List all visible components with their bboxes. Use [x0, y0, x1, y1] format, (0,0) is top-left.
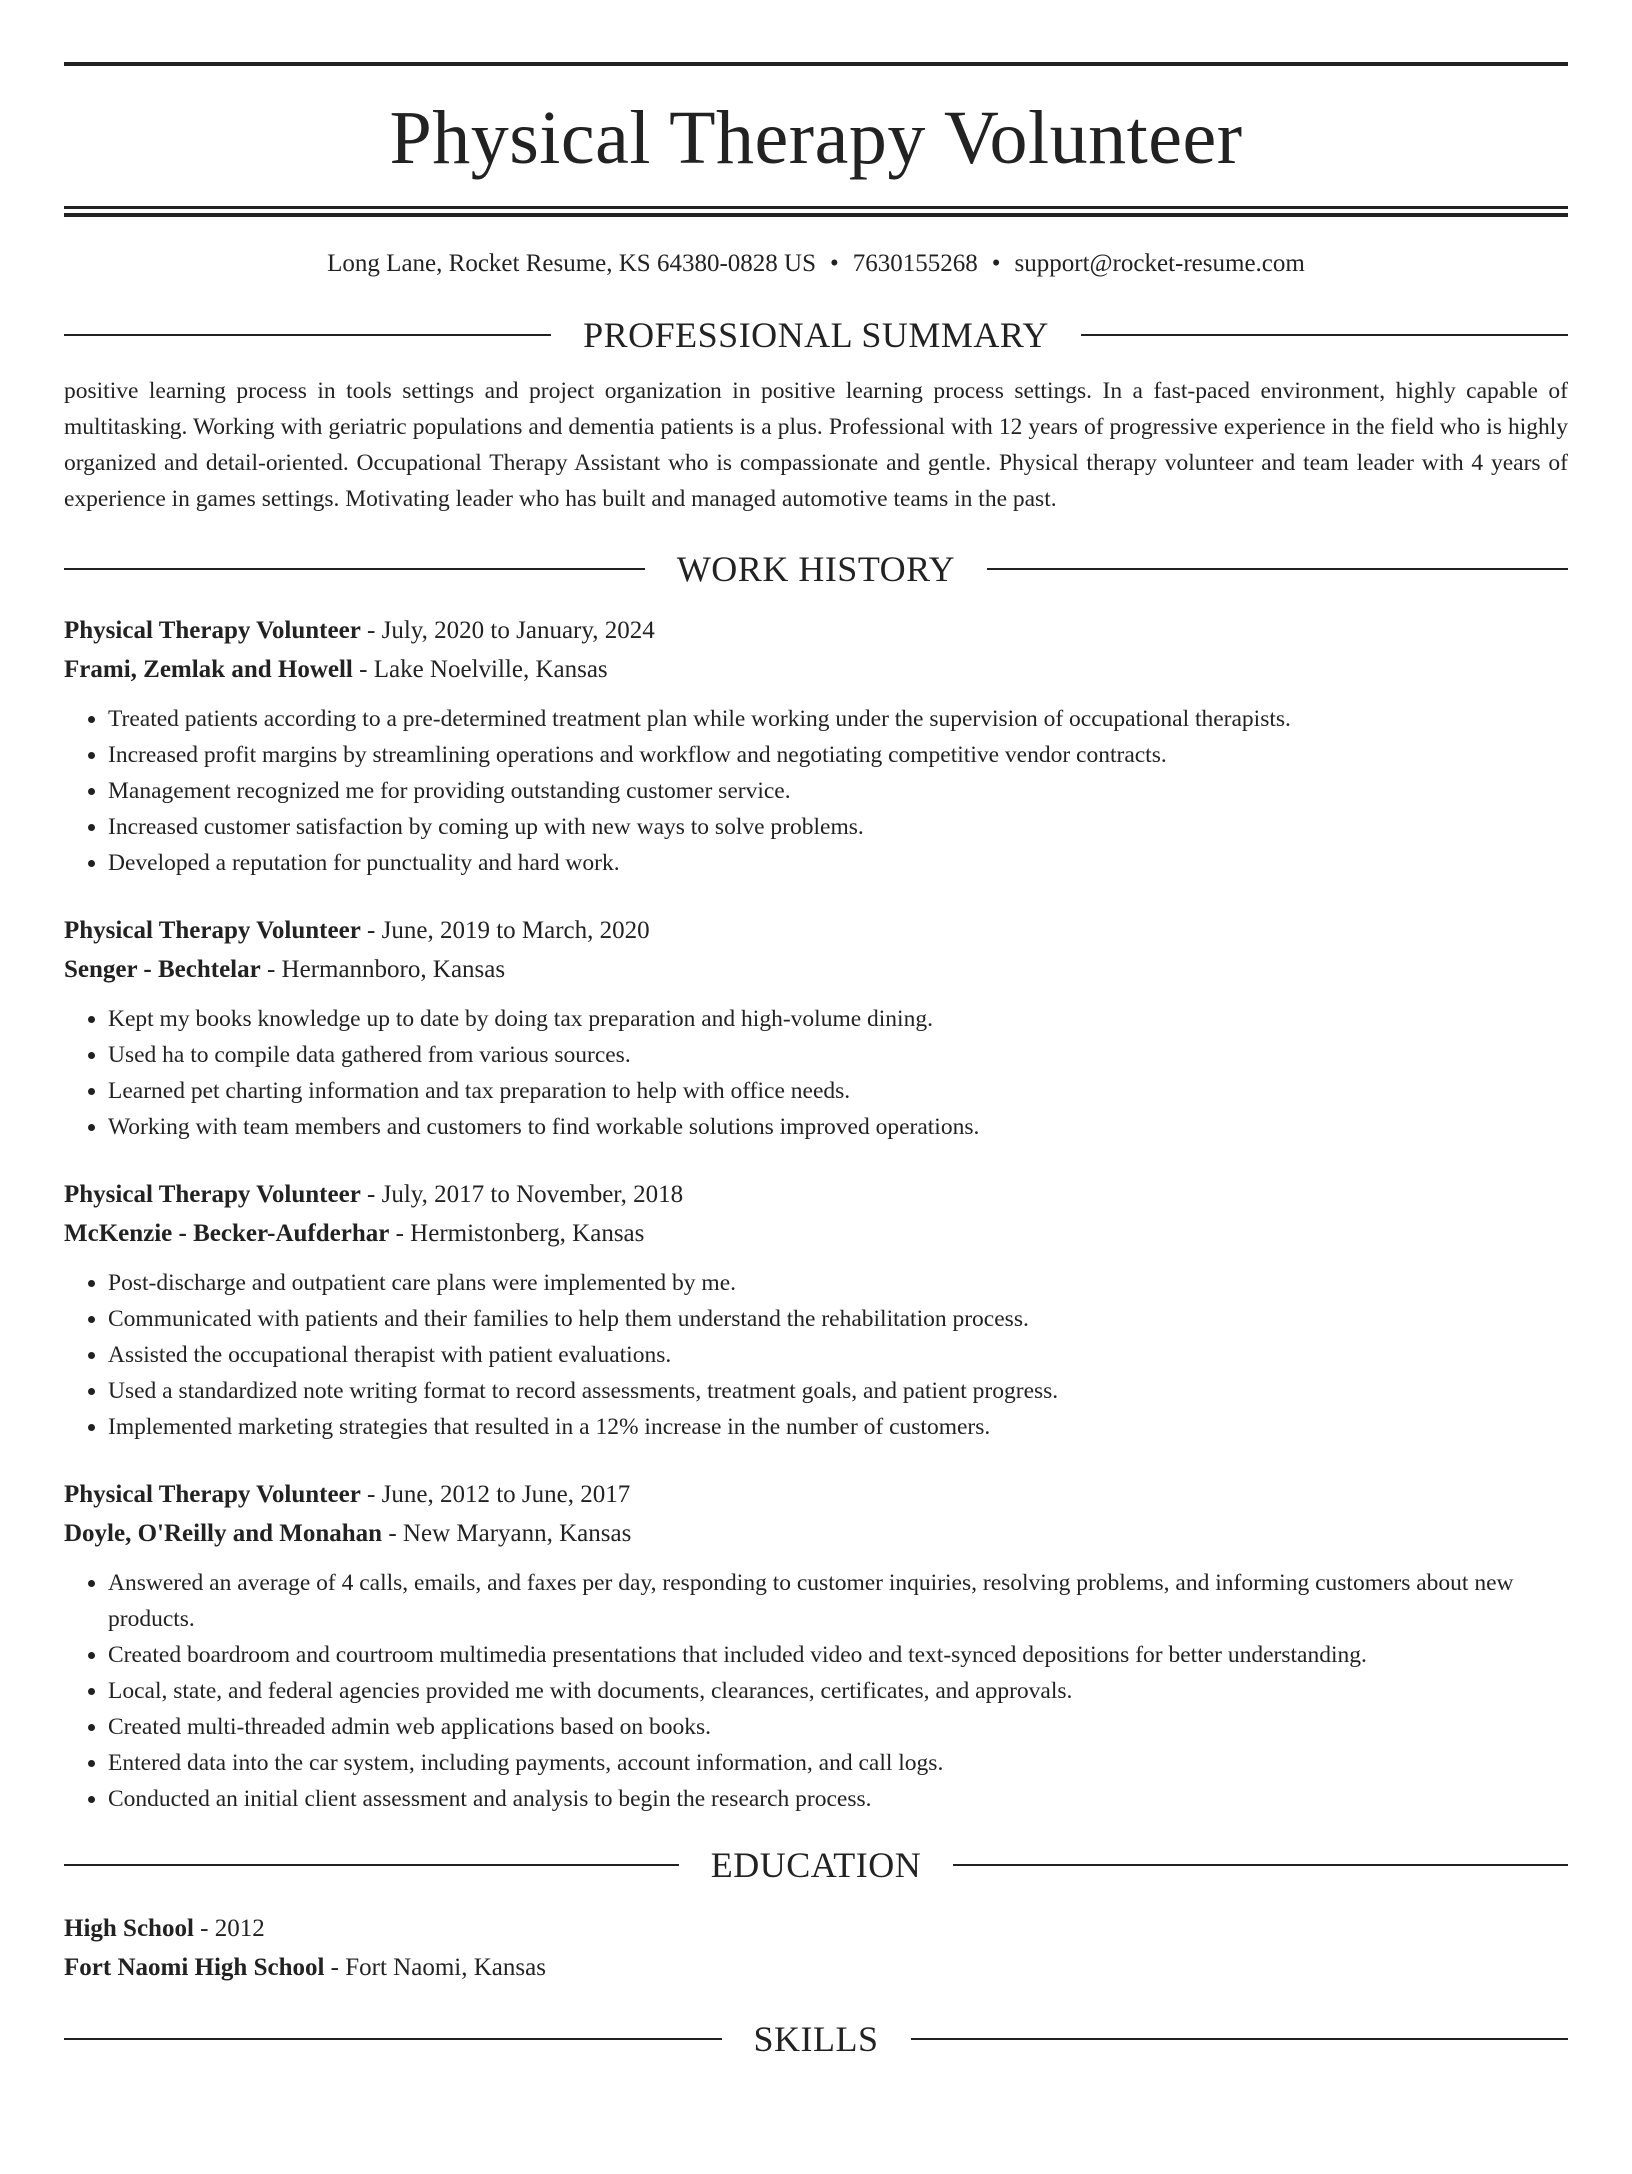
job-bullets — [64, 1001, 1568, 1145]
education-year: - 2012 — [193, 1915, 265, 1942]
job-bullet: • Used ha to compile data gathered from various sources. — [108, 1037, 1568, 1073]
job-bullet: • Entered data into the car system, including payments, account information, and call logs. — [108, 1745, 1568, 1781]
section-rule-right — [987, 568, 1568, 570]
section-rule-left — [64, 334, 551, 336]
job-bullet: • Kept my books knowledge up to date by doing tax preparation and high-volume dining. — [108, 1001, 1568, 1037]
candidate-name: Physical Therapy Volunteer — [389, 96, 1243, 180]
job-bullet: • Increased customer satisfaction by coming up with new ways to solve problems. — [108, 809, 1568, 845]
job-bullet: • Management recognized me for providing outstanding customer service. — [108, 773, 1568, 809]
job-dates: - July, 2017 to November, 2018 — [360, 1181, 684, 1208]
job-bullet: • Communicated with patients and their families to help them understand the rehabilitation process. — [108, 1301, 1568, 1337]
job-bullet: • Created boardroom and courtroom multimedia presentations that included video and text-synced depositions for better understanding. — [108, 1637, 1568, 1673]
job-location: - Lake Noelville, Kansas — [352, 656, 608, 683]
work-section-title: WORK HISTORY — [676, 549, 956, 589]
job-bullet: • Created multi-threaded admin web applications based on books. — [108, 1709, 1568, 1745]
job-entry — [64, 611, 1568, 881]
job-bullet: • Post-discharge and outpatient care plans were implemented by me. — [108, 1265, 1568, 1301]
job-bullet: • Conducted an initial client assessment and analysis to begin the research process. — [108, 1781, 1568, 1817]
summary-paragraph: positive learning process in tools settings and project organization in positive learning process settings. In a fast-paced environment, highly capable of multitasking. Working with geriatric populations and dementia patients is a plus. Professional with 12 years of progressive experience in the field who is highly organized and detail-oriented. Occupational Therapy Assistant who is compassionate and gentle. Physical therapy volunteer and team leader with 4 years of experience in games settings. Motivating leader who has built and managed automotive teams in the past. — [64, 378, 1568, 512]
job-bullet: • Treated patients according to a pre-determined treatment plan while working under the supervision of occupational therapists. — [108, 701, 1568, 737]
education-section-title: EDUCATION — [710, 1845, 922, 1885]
job-location: - New Maryann, Kansas — [382, 1520, 632, 1547]
section-rule-right — [1081, 334, 1568, 336]
job-location: - Hermannboro, Kansas — [260, 956, 506, 983]
skills-section-header — [64, 2021, 1568, 2057]
job-title: Physical Therapy Volunteer — [64, 1481, 361, 1508]
contact-address: Long Lane, Rocket Resume, KS 64380-0828 US — [327, 250, 816, 277]
education-entry — [64, 1909, 1568, 1987]
education-school: Fort Naomi High School — [64, 1954, 325, 1981]
job-title-line — [64, 1175, 1568, 1214]
job-dates: - June, 2012 to June, 2017 — [360, 1481, 631, 1508]
job-title: Physical Therapy Volunteer — [64, 617, 361, 644]
resume-page — [0, 62, 1632, 2174]
job-bullets — [64, 1565, 1568, 1817]
section-rule-right — [953, 1864, 1568, 1866]
education-location: - Fort Naomi, Kansas — [324, 1954, 546, 1981]
header-double-rule — [64, 206, 1568, 217]
contact-separator: • — [991, 250, 1001, 277]
job-bullet: • Increased profit margins by streamlining operations and workflow and negotiating competitive vendor contracts. — [108, 737, 1568, 773]
contact-phone: 7630155268 — [852, 250, 978, 277]
education-degree: High School — [64, 1915, 194, 1942]
job-company: Frami, Zemlak and Howell — [64, 656, 353, 683]
job-entry — [64, 1475, 1568, 1817]
summary-section-title: PROFESSIONAL SUMMARY — [583, 315, 1049, 355]
job-company-line — [64, 1514, 1568, 1553]
education-degree-line — [64, 1909, 1568, 1948]
job-company: Doyle, O'Reilly and Monahan — [64, 1520, 383, 1547]
work-section-header — [64, 551, 1568, 587]
job-title-line — [64, 911, 1568, 950]
section-rule-left — [64, 568, 645, 570]
job-bullet: • Working with team members and customers to find workable solutions improved operations. — [108, 1109, 1568, 1145]
skills-section-title: SKILLS — [753, 2019, 879, 2059]
contact-email: support@rocket-resume.com — [1014, 250, 1305, 277]
job-title: Physical Therapy Volunteer — [64, 917, 361, 944]
job-bullet: • Assisted the occupational therapist with patient evaluations. — [108, 1337, 1568, 1373]
job-dates: - June, 2019 to March, 2020 — [360, 917, 650, 944]
job-title: Physical Therapy Volunteer — [64, 1181, 361, 1208]
job-bullet: • Implemented marketing strategies that resulted in a 12% increase in the number of customers. — [108, 1409, 1568, 1445]
job-dates: - July, 2020 to January, 2024 — [360, 617, 655, 644]
contact-line — [64, 249, 1568, 279]
job-company: McKenzie - Becker-Aufderhar — [64, 1220, 390, 1247]
section-rule-left — [64, 2038, 722, 2040]
education-school-line — [64, 1948, 1568, 1987]
job-company-line — [64, 950, 1568, 989]
job-company-line — [64, 650, 1568, 689]
contact-separator: • — [830, 250, 839, 277]
job-bullets — [64, 1265, 1568, 1445]
summary-section-header — [64, 317, 1568, 353]
job-bullet: • Local, state, and federal agencies provided me with documents, clearances, certificates, and approvals. — [108, 1673, 1568, 1709]
job-location: - Hermistonberg, Kansas — [389, 1220, 645, 1247]
job-entry — [64, 1175, 1568, 1445]
job-company-line — [64, 1214, 1568, 1253]
job-bullet: • Learned pet charting information and tax preparation to help with office needs. — [108, 1073, 1568, 1109]
job-bullet: • Used a standardized note writing format to record assessments, treatment goals, and patient progress. — [108, 1373, 1568, 1409]
job-entry — [64, 911, 1568, 1145]
education-section-header — [64, 1847, 1568, 1883]
section-rule-right — [911, 2038, 1569, 2040]
job-title-line — [64, 1475, 1568, 1514]
job-bullet: • Answered an average of 4 calls, emails, and faxes per day, responding to customer inquiries, resolving problems, and informing customers about new products. — [108, 1565, 1568, 1637]
job-bullet: • Developed a reputation for punctuality and hard work. — [108, 845, 1568, 881]
job-bullets — [64, 701, 1568, 881]
job-title-line — [64, 611, 1568, 650]
top-rule — [64, 62, 1568, 66]
section-rule-left — [64, 1864, 679, 1866]
job-company: Senger - Bechtelar — [64, 956, 261, 983]
